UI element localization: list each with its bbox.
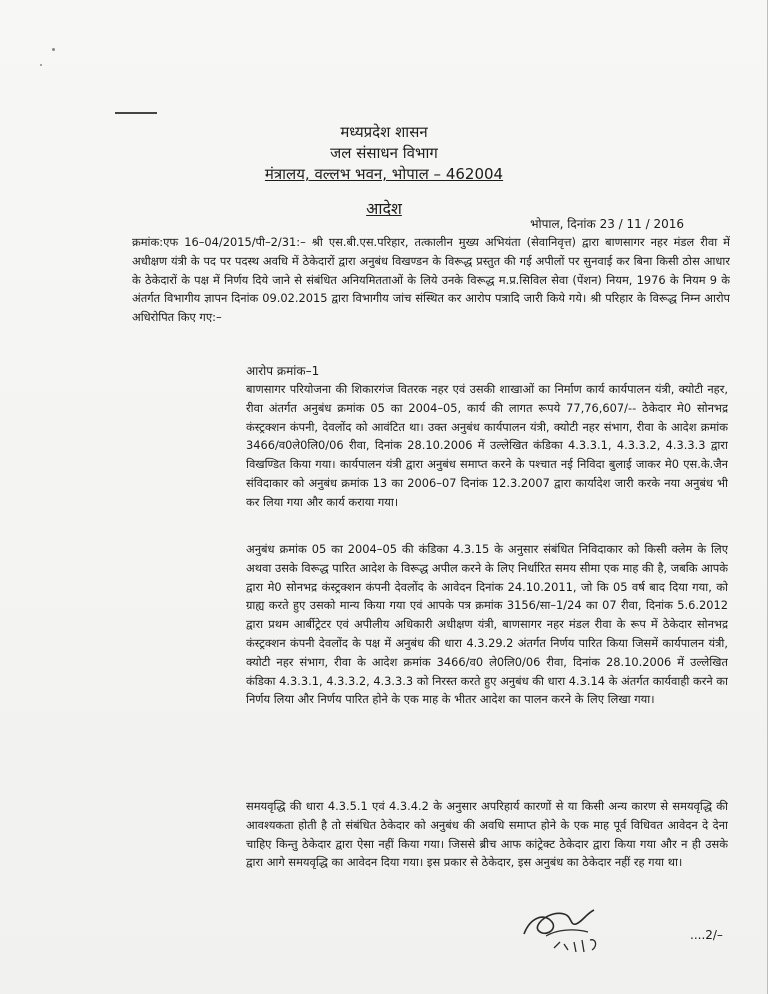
scan-speck (40, 64, 42, 66)
charge-paragraph-2: अनुबंध क्रमांक 05 का 2004–05 की कंडिका 4.3.15 के अनुसार संबंधित निविदाकार को किसी क्लेम के लिए अथवा उसके विरूद्ध पारित आदेश के विरूद्ध अपील करने के लिए निर्धारित समय सीमा एक माह की है, जबकि आपके द्वारा मे0 सोनभद्र कंस्ट्रक्शन कंपनी देवलोंद के आवेदन दिनांक 24.10.2011, जो कि 05 वर्ष बाद दिया गया, को ग्राह्य करते हुए उसको मान्य किया गया एवं आपके पत्र क्रमांक 3156/सा–1/24 का 07 रीवा, दिनांक 5.6.2012 द्वारा प्रथम आर्बीट्रेटर एवं अपीलीय अधिकारी अधीक्षण यंत्री, बाणसागर नहर मंडल रीवा के रूप में ठेकेदार सोनभद्र कंस्ट्रक्शन कंपनी देवलोंद के पक्ष में अनुबंध की धारा 4.3.29.2 अंतर्गत निर्णय पारित किया जिसमें कार्यपालन यंत्री, क्योटी नहर संभाग, रीवा के आदेश क्रमांक 3466/व0 ले0लि0/06 रीवा, दिनांक 28.10.2006 में उल्लेखित कंडिका 4.3.3.1, 4.3.3.2, 4.3.3.3 को निरस्त करते हुए अनुबंध की धारा 4.3.14 के अंतर्गत कार्यवाही करने का निर्णय लिया और निर्णय पारित होने के एक माह के भीतर आदेश का पालन करने के लिए लिखा गया। (246, 542, 728, 707)
charge-paragraph-3: समयवृद्धि की धारा 4.3.5.1 एवं 4.3.4.2 के अनुसार अपरिहार्य कारणों से या किसी अन्य कारण से समयवृद्धि की आवश्यकता होती है तो संबंधित ठेकेदार को अनुबंध की अवधि समाप्त होने के एक माह पूर्व विधिवत आवेदन दे देना चाहिए किन्तु ठेकेदार द्वारा ऐसा नहीं किया गया। जिससे ब्रीच आफ कांट्रेक्ट ठेकेदार द्वारा किया गया और न ही उसके द्वारा आगे समयवृद्धि का आवेदन दिया गया। इस प्रकार से ठेकेदार, इस अनुबंध का ठेकेदार नहीं रह गया था। (246, 799, 728, 870)
handwritten-signature (516, 900, 624, 962)
charge-heading: आरोप क्रमांक–1 (246, 364, 320, 378)
order-date: भोपाल, दिनांक 23 / 11 / 2016 (530, 217, 684, 231)
scan-speck (52, 48, 55, 51)
charge-paragraph-1: बाणसागर परियोजना की शिकारगंज वितरक नहर एवं उसकी शाखाओं का निर्माण कार्य कार्यपालन यंत्री, क्योटी नहर, रीवा अंतर्गत अनुबंध क्रमांक 05 का 2004–05, कार्य की लागत रूपये 77,76,607/-- ठेकेदार मे0 सोनभद्र कंस्ट्रक्शन कंपनी, देवलोंद को आवंटित था। उक्त अनुबंध कार्यपालन यंत्री, क्योटी नहर संभाग, रीवा के आदेश क्रमांक 3466/व0ले0लि0/06 रीवा, दिनांक 28.10.2006 में उल्लेखित कंडिका 4.3.3.1, 4.3.3.2, 4.3.3.3 द्वारा विखण्डित किया गया। कार्यपालन यंत्री द्वारा अनुबंध समाप्त करने के पश्चात नई निविदा बुलाई जाकर मे0 एस.के.जैन संविदाकार को अनुबंध क्रमांक 13 का 2006–07 दिनांक 12.3.2007 द्वारा कार्यादेश जारी करके नया अनुबंध भी कर लिया गया और कार्य कराया गया। (246, 382, 728, 509)
order-paragraph-intro: क्रमांक:एफ 16–04/2015/पी–2/31:– श्री एस.बी.एस.परिहार, तत्कालीन मुख्य अभियंता (सेवानिवृत्त) द्वारा बाणसागर नहर मंडल रीवा में अधीक्षण यंत्री के पद पर पदस्थ अवधि में ठेकेदारों द्वारा अनुबंध विखण्डन के विरूद्ध प्रस्तुत की गई अपीलों पर सुनवाई कर बिना किसी ठोस आधार के ठेकेदारों के पक्ष में निर्णय दिये जाने से संबंधित अनियमितताओं के लिये उनके विरूद्ध म.प्र.सिविल सेवा (पेंशन) नियम, 1976 के नियम 9 के अंतर्गत विभागीय ज्ञापन दिनांक 09.02.2015 द्वारा विभागीय जांच संस्थित कर आरोप पत्रादि जारी किये गये। श्री परिहार के विरूद्ध निम्न आरोप अधिरोपित किए गए:– (132, 235, 730, 325)
scan-mark (115, 112, 157, 114)
government-name: मध्यप्रदेश शासन (340, 123, 428, 141)
next-page-marker: ....2/– (690, 928, 723, 942)
order-title: आदेश (366, 199, 402, 218)
department-name: जल संसाधन विभाग (330, 144, 438, 162)
department-address: मंत्रालय, वल्लभ भवन, भोपाल – 462004 (264, 165, 504, 183)
